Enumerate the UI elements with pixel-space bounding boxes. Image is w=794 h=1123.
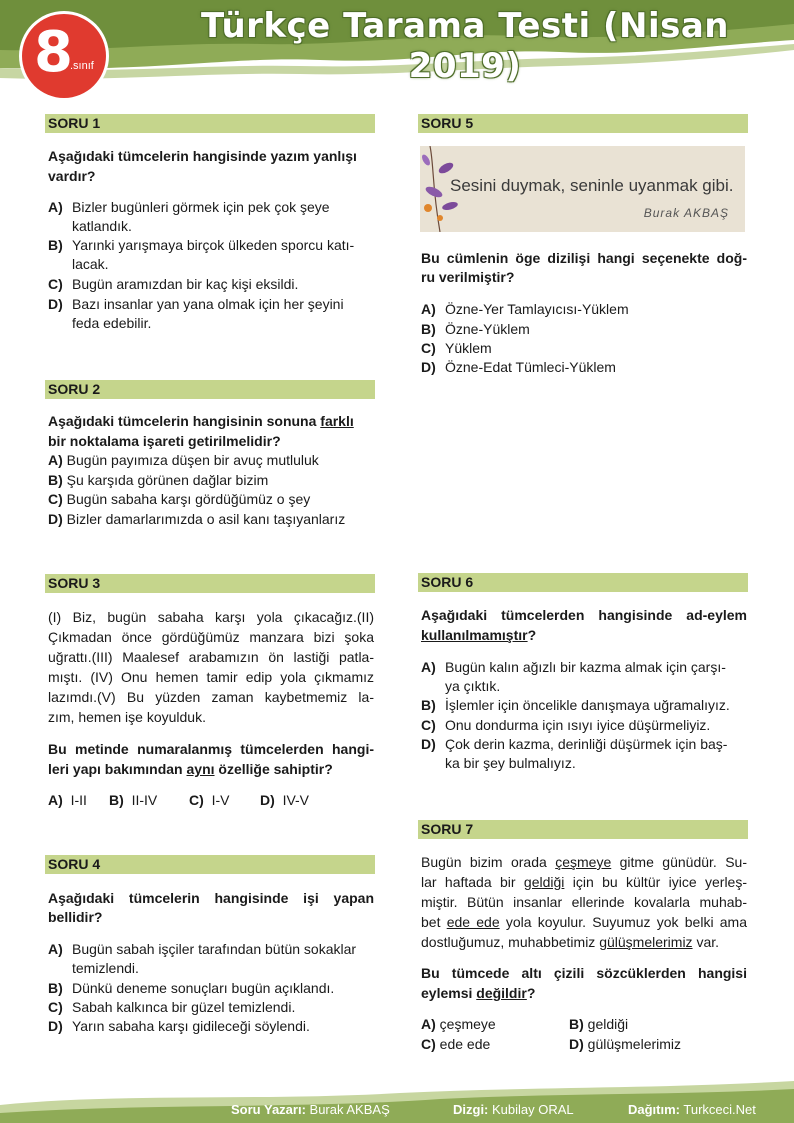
soru-1-option-a-line1[interactable]: Bizler bugünleri görmek için pek çok şeye bbox=[72, 199, 330, 215]
soru-1-stem-line2: vardır? bbox=[48, 168, 96, 184]
soru-2-stem-line2: bir noktalama işareti getirilmelidir? bbox=[48, 433, 281, 449]
soru-6-option-d-letter: D) bbox=[421, 736, 436, 752]
soru-2-stem-line1: Aşağıdaki tümcelerin hangisinin sonuna farklı bbox=[48, 413, 354, 429]
soru-1-header: SORU 1 bbox=[45, 114, 375, 133]
soru-1-option-c-letter: C) bbox=[48, 276, 63, 292]
soru-6-option-c-line1[interactable]: Onu dondurma için ısıyı iyice düşürmeliyiz. bbox=[445, 717, 711, 733]
soru-7-header: SORU 7 bbox=[418, 820, 748, 839]
soru-7-option-c[interactable]: C) ede ede bbox=[421, 1036, 491, 1052]
footer-layout: Dizgi: Kubilay ORAL bbox=[453, 1102, 574, 1117]
soru-7-passage: Bugün bizim orada çeşmeye gitme günüdür. Su- lar haftada bir geldiği için bu kültür iyice yerleş- miştir. Bütün insanlar ellerinde kovalarla muhab- bet ede ede yola koyulur. Suyumuz yok belki ama dostluğumuz, muhabbetimiz gülüşmelerimiz var. bbox=[421, 854, 747, 950]
soru-1-option-d-letter: D) bbox=[48, 296, 63, 312]
grade-badge bbox=[22, 14, 106, 98]
soru-5-option-b-letter: B) bbox=[421, 321, 436, 337]
quote-text: Sesini duymak, seninle uyanmak gibi. bbox=[450, 176, 734, 195]
soru-1-option-c-line1[interactable]: Bugün aramızdan bir kaç kişi eksildi. bbox=[72, 276, 299, 292]
soru-5-header: SORU 5 bbox=[418, 114, 748, 133]
soru-4-option-a-line2[interactable]: temizlendi. bbox=[72, 960, 139, 976]
soru-4-stem-line2: bellidir? bbox=[48, 909, 103, 925]
soru-4-option-d-letter: D) bbox=[48, 1018, 63, 1034]
soru-1-option-d-line1[interactable]: Bazı insanlar yan yana olmak için her şeyini bbox=[72, 296, 344, 312]
soru-2-option-a[interactable]: A) Bugün payımıza düşen bir avuç mutluluk bbox=[48, 452, 319, 468]
soru-6-option-d-line2[interactable]: ka bir şey bulmalıyız. bbox=[445, 755, 576, 771]
soru-7-option-d[interactable]: D) gülüşmelerimiz bbox=[569, 1036, 682, 1052]
soru-5-option-c[interactable]: Yüklem bbox=[445, 340, 492, 356]
soru-5-option-d[interactable]: Özne-Edat Tümleci-Yüklem bbox=[445, 359, 616, 375]
soru-5-option-d-letter: D) bbox=[421, 359, 436, 375]
soru-4-header: SORU 4 bbox=[45, 855, 375, 874]
soru-6-stem-line2: kullanılmamıştır? bbox=[421, 627, 537, 643]
soru-3-option-d[interactable]: D) IV-V bbox=[260, 792, 310, 808]
soru-4-option-a-line1[interactable]: Bugün sabah işçiler tarafından bütün sokaklar bbox=[72, 941, 357, 957]
soru-1-option-b-line1[interactable]: Yarınki yarışmaya birçok ülkeden sporcu katı- bbox=[72, 237, 355, 253]
soru-1-option-b-letter: B) bbox=[48, 237, 63, 253]
soru-1-option-d-line2[interactable]: feda edebilir. bbox=[72, 315, 152, 331]
soru-5-option-a-letter: A) bbox=[421, 301, 436, 317]
footer-distribution: Dağıtım: Turkceci.Net bbox=[628, 1102, 756, 1117]
soru-1-stem-line1: Aşağıdaki tümcelerin hangisinde yazım yanlışı bbox=[48, 148, 357, 164]
soru-4-option-c-letter: C) bbox=[48, 999, 63, 1015]
grade-number: 8 bbox=[34, 20, 73, 85]
soru-3-option-c[interactable]: C) I-V bbox=[189, 792, 230, 808]
soru-4-stem-line1: Aşağıdaki tümcelerin hangisinde işi yapan bbox=[48, 890, 374, 906]
soru-7-stem-line2: eylemsi değildir? bbox=[421, 985, 536, 1001]
soru-4-option-a-letter: A) bbox=[48, 941, 63, 957]
soru-6-option-a-line1[interactable]: Bugün kalın ağızlı bir kazma almak için çarşı- bbox=[445, 659, 726, 675]
soru-6-option-c-letter: C) bbox=[421, 717, 436, 733]
grade-label: .sınıf bbox=[70, 60, 94, 72]
soru-6-option-a-line2[interactable]: ya çıktık. bbox=[445, 678, 501, 694]
quote-author: Burak AKBAŞ bbox=[643, 206, 729, 220]
soru-2-option-d[interactable]: D) Bizler damarlarımızda o asil kanı taşıyanlarız bbox=[48, 511, 346, 527]
soru-6-option-a-letter: A) bbox=[421, 659, 436, 675]
soru-4-option-d-line1[interactable]: Yarın sabaha karşı gidileceği söylendi. bbox=[72, 1018, 310, 1034]
soru-6-option-b-line1[interactable]: İşlemler için öncelikle danışmaya uğramalıyız. bbox=[445, 697, 730, 713]
soru-3-option-a[interactable]: A) I-II bbox=[48, 792, 87, 808]
soru-2-option-c[interactable]: C) Bugün sabaha karşı gördüğümüz o şey bbox=[48, 491, 311, 507]
soru-5-option-a[interactable]: Özne-Yer Tamlayıcısı-Yüklem bbox=[445, 301, 629, 317]
soru-3-header: SORU 3 bbox=[45, 574, 375, 593]
soru-1-option-a-line2[interactable]: katlandık. bbox=[72, 218, 132, 234]
soru-2-option-b[interactable]: B) Şu karşıda görünen dağlar bizim bbox=[48, 472, 269, 488]
soru-5-stem-line2: ru verilmiştir? bbox=[421, 269, 515, 285]
soru-2-header: SORU 2 bbox=[45, 380, 375, 399]
soru-5-option-b[interactable]: Özne-Yüklem bbox=[445, 321, 530, 337]
soru-7-stem-line1: Bu tümcede altı çizili sözcüklerden hangisi bbox=[421, 965, 747, 981]
page-title: Türkçe Tarama Testi (Nisan 2019) bbox=[200, 6, 729, 86]
soru-6-stem-line1: Aşağıdaki tümcelerden hangisinde ad-eylem bbox=[421, 607, 747, 623]
soru-4-option-b-line1[interactable]: Dünkü deneme sonuçları bugün açıklandı. bbox=[72, 980, 335, 996]
soru-5-stem-line1: Bu cümlenin öge dizilişi hangi seçenekte doğ- bbox=[421, 250, 747, 266]
soru-5-option-c-letter: C) bbox=[421, 340, 436, 356]
soru-7-option-a[interactable]: A) çeşmeye bbox=[421, 1016, 496, 1032]
soru-3-passage: (I) Biz, bugün sabaha karşı yola çıkacağız.(II) Çıkmadan önce gördüğümüz manzara bizi şoka uğrattı.(III) Maalesef arabamızın ön lastiği patla- mıştı. (IV) Onu hemen tamir edip yola çıkmamız lazımdı.(V) Bu yüzden zaman kaybetmemiz la- zım, hemen işe koyulduk. bbox=[48, 609, 374, 725]
soru-1-option-a-letter: A) bbox=[48, 199, 63, 215]
soru-3-stem-line1: Bu metinde numaralanmış tümcelerden hangi- bbox=[48, 741, 374, 757]
soru-6-header: SORU 6 bbox=[418, 573, 748, 592]
quote-image bbox=[420, 146, 745, 232]
soru-4-option-b-letter: B) bbox=[48, 980, 63, 996]
soru-6-option-d-line1[interactable]: Çok derin kazma, derinliği düşürmek için baş- bbox=[445, 736, 728, 752]
soru-1-option-b-line2[interactable]: lacak. bbox=[72, 256, 109, 272]
soru-3-stem-line2: leri yapı bakımından aynı özelliğe sahiptir? bbox=[48, 761, 333, 777]
soru-6-option-b-letter: B) bbox=[421, 697, 436, 713]
footer-author: Soru Yazarı: Burak AKBAŞ bbox=[231, 1102, 390, 1117]
soru-3-option-b[interactable]: B) II-IV bbox=[109, 792, 158, 808]
soru-4-option-c-line1[interactable]: Sabah kalkınca bir güzel temizlendi. bbox=[72, 999, 296, 1015]
soru-7-option-b[interactable]: B) geldiği bbox=[569, 1016, 629, 1032]
